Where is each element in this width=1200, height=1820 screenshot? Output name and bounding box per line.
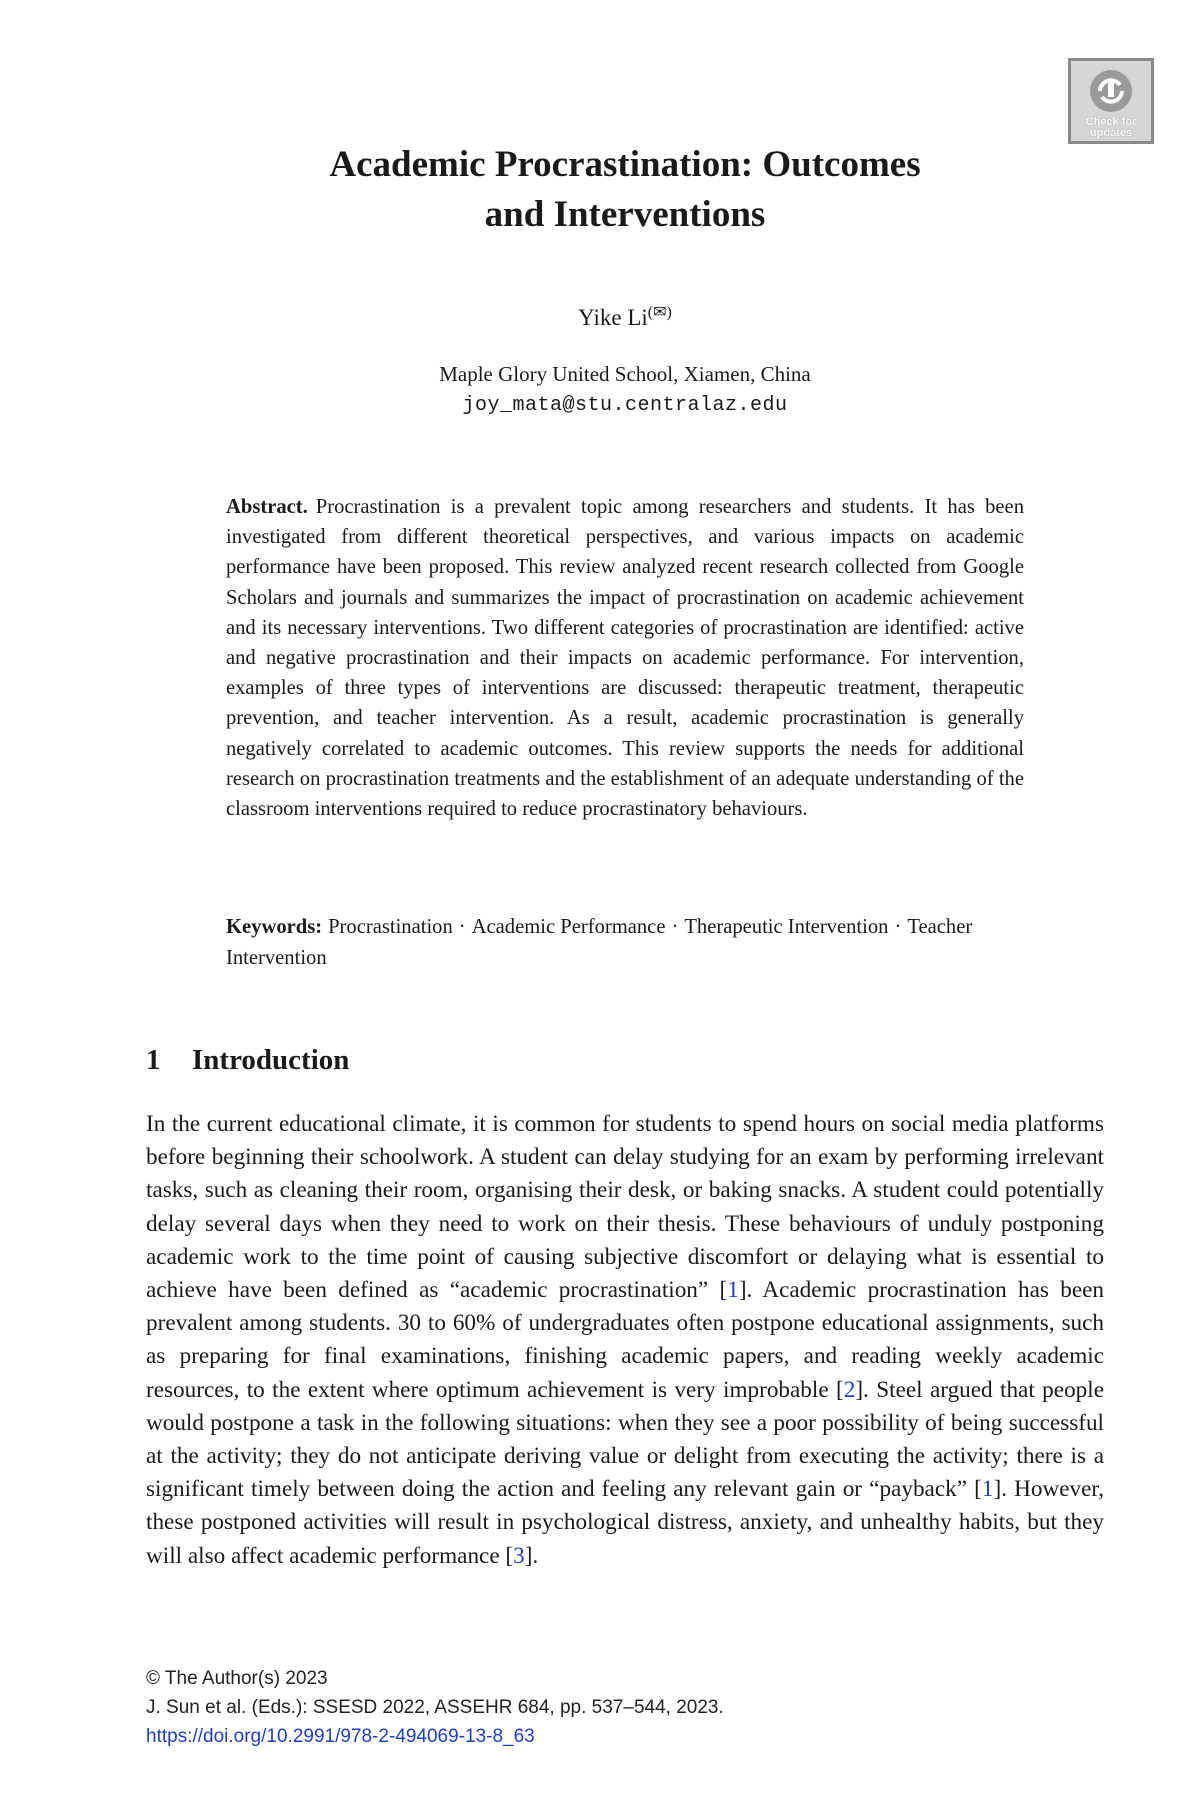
- check-for-updates-label: Check for updates: [1085, 116, 1137, 139]
- keyword-item: Therapeutic Intervention: [684, 916, 889, 938]
- citation-link[interactable]: 1: [727, 1277, 739, 1304]
- citation-link[interactable]: 2: [843, 1376, 856, 1403]
- doi-link[interactable]: https://doi.org/10.2991/978-2-494069-13-8_63: [146, 1726, 535, 1747]
- introduction-paragraph: [146, 1108, 1104, 1573]
- keyword-item: Teacher Intervention: [226, 916, 973, 969]
- intro-text-segment: In the current educational climate, it is common for students to spend hours on social media platforms before beginning their schoolwork. A student can delay studying for an exam by performing irrelevant tasks, such as cleaning their room, organising their desk, or baking snacks. A student could potentially delay several days when they need to work on their thesis. These behaviours of unduly postponing academic work to the time point of causing subjective discomfort or delaying what is essential to achieve have been defined as “academic procrastination” [: [146, 1111, 1104, 1304]
- keywords: [226, 912, 1024, 974]
- section-title: Introduction: [192, 1044, 350, 1076]
- copyright-notice: © The Author(s) 2023: [146, 1668, 328, 1689]
- affiliation-institution: Maple Glory United School, Xiamen, China: [439, 362, 811, 386]
- keyword-separator: ·: [894, 916, 902, 938]
- intro-text-segment: ].: [524, 1542, 539, 1569]
- paper-title: [200, 140, 1050, 240]
- contact-envelope-icon[interactable]: (✉): [647, 304, 672, 321]
- abstract-label: Abstract.: [226, 496, 308, 518]
- author-line: [200, 298, 1050, 333]
- abstract-text: Procrastination is a prevalent topic among researchers and students. It has been investigated from different theoretical perspectives, and various impacts on academic performance have been proposed. This review analyzed recent research collected from Google Scholars and journals and summarizes the impact of procrastination on academic achievement and its necessary interventions. Two different categories of procrastination are identified: active and negative procrastination and their impacts on academic performance. For intervention, examples of three types of interventions are discussed: therapeutic treatment, therapeutic prevention, and teacher intervention. As a result, academic procrastination is generally negatively correlated to academic outcomes. This review supports the needs for additional research on procrastination treatments and the establishment of an adequate understanding of the classroom interventions required to reduce procrastinatory behaviours.: [226, 496, 1024, 821]
- keywords-label: Keywords:: [226, 916, 323, 938]
- intro-text-segment: ]. Academic procrastination has been prevalent among students. 30 to 60% of undergraduates often postpone educational assignments, such as preparing for final examinations, finishing academic papers, and reading weekly academic resources, to the extent where optimum achievement is very improbable [: [146, 1277, 1104, 1403]
- check-for-updates-icon: [1087, 67, 1135, 115]
- citation-link[interactable]: 1: [981, 1476, 994, 1503]
- keyword-item: Academic Performance: [471, 916, 666, 938]
- section-number: 1: [146, 1044, 161, 1076]
- intro-text-segment: ]. Steel argued that people would postpone a task in the following situations: when they see a poor possibility of being successful at the activity; they do not anticipate deriving value or delight from executing the activity; there is a significant timely between doing the action and feeling any relevant gain or “payback” [: [146, 1376, 1104, 1503]
- abstract: [226, 492, 1024, 824]
- author-name: Yike Li: [578, 305, 648, 330]
- citation-link[interactable]: 3: [513, 1542, 525, 1569]
- keyword-separator: ·: [458, 916, 466, 938]
- intro-text-segment: ]. However, these postponed activities will result in psychological distress, anxiety, and unhealthy habits, but they will also affect academic performance [: [146, 1476, 1104, 1569]
- keyword-separator: ·: [671, 916, 679, 938]
- paper-title-line-2: and Interventions: [484, 194, 766, 235]
- page-footer: [146, 1664, 1046, 1751]
- paper-title-line-1: Academic Procrastination: Outcomes: [329, 144, 921, 185]
- section-heading-introduction: [146, 1040, 349, 1080]
- publication-citation: J. Sun et al. (Eds.): SSESD 2022, ASSEHR 684, pp. 537–544, 2023.: [146, 1697, 724, 1718]
- affiliation-block: [200, 358, 1050, 422]
- author-email[interactable]: joy_mata@stu.centralaz.edu: [462, 394, 788, 417]
- check-for-updates-badge[interactable]: [1068, 58, 1154, 144]
- keyword-item: Procrastination: [328, 916, 453, 938]
